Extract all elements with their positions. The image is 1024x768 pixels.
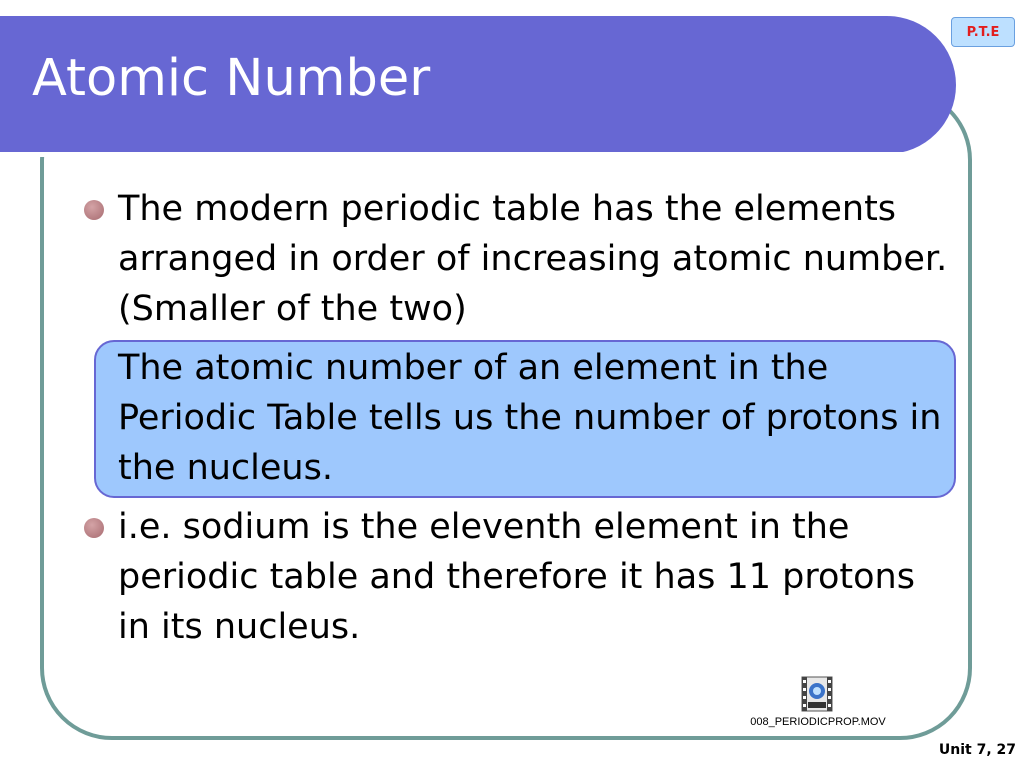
highlight-box [94,340,956,498]
highlight-text: The atomic number of an element in the Periodic Table tells us the number of protons in the nucleus. [118,348,942,488]
movie-file-icon[interactable] [801,676,833,712]
slide-footer: Unit 7, 27 [938,742,1016,758]
movie-filename[interactable]: 008_PERIODICPROP.MOV [750,716,886,728]
bullet-text-2: i.e. sodium is the eleventh element in the periodic table and therefore it has 11 protons in its nucleus. [118,507,915,647]
bullet-text-1: The modern periodic table has the elements arranged in order of increasing atomic number. (Smaller of the two) [118,189,948,329]
embedded-movie[interactable] [746,676,890,732]
title-underline [0,152,906,157]
bullet-dot-icon [84,200,104,220]
slide-title: Atomic Number [32,49,431,108]
pte-badge: P.T.E [951,17,1015,47]
bullet-dot-icon [84,518,104,538]
